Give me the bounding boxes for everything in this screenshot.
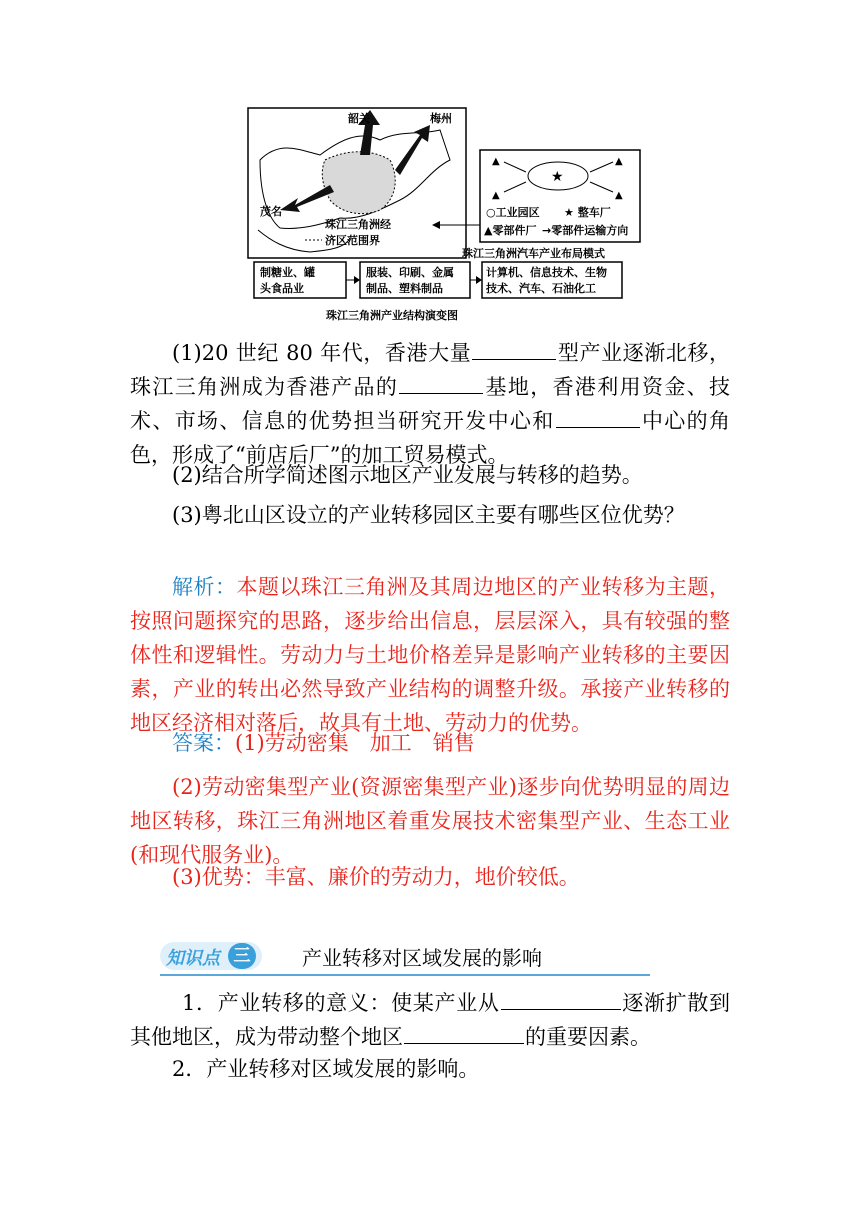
question-3: (3)粤北山区设立的产业转移园区主要有哪些区位优势？ [172, 503, 685, 527]
legend-line1: 珠江三角洲经 [325, 218, 391, 231]
section-badge [160, 942, 262, 970]
blank-3 [556, 405, 640, 428]
figure-caption: 珠江三角洲产业结构演变图 [326, 309, 458, 322]
legend-parts: ▲零部件厂 [484, 224, 537, 237]
section-title: 产业转移对区域发展的影响 [302, 946, 542, 970]
stage-1-line1: 制糖业、罐 [260, 266, 315, 279]
analysis-label: 解析： [172, 575, 237, 599]
stage-2-line2: 制品、塑料制品 [366, 282, 443, 295]
blank-2 [399, 371, 483, 394]
point-1-part1: 1．产业转移的意义：使某产业从 [182, 991, 500, 1015]
answer-1 [130, 726, 730, 760]
legend-plant: ★ 整车厂 [564, 206, 611, 219]
stage-2-line1: 服装、印刷、金属 [366, 266, 454, 279]
answer-1-text: (1)劳动密集 加工 销售 [235, 731, 475, 755]
legend-park: ○工业园区 [486, 206, 540, 219]
blank-5 [404, 1021, 524, 1044]
label-maoming: 茂名 [260, 205, 282, 218]
point-1-part2: 逐渐扩散到其他地区，成为带动整个地区 [130, 991, 730, 1049]
badge-number: 三 [228, 943, 256, 969]
question-1 [130, 336, 730, 472]
answer-3: (3)优势：丰富、廉价的劳动力，地价较低。 [172, 865, 580, 889]
analysis-text: 本题以珠江三角洲及其周边地区的产业转移为主题，按照问题探究的思路，逐步给出信息，层层深入，具有较强的整体性和逻辑性。劳动力与土地价格差异是影响产业转移的主要因素，产业的转出必然导致产业结构的调整升级。承接产业转移的地区经济相对落后，故具有土地、劳动力的优势。 [130, 575, 731, 735]
legend-arrow: →零部件运输方向 [542, 224, 629, 237]
badge-text: 知识点 [166, 948, 220, 969]
blank-1 [472, 337, 556, 360]
stage-1-line2: 头食品业 [260, 282, 304, 295]
parts-icon-tl: ▲ [492, 156, 500, 167]
point-1-part3: 的重要因素。 [525, 1025, 651, 1049]
point-2: 2．产业转移对区域发展的影响。 [172, 1057, 480, 1081]
parts-icon-bl: ▲ [492, 190, 500, 201]
parts-icon-br: ▲ [615, 190, 623, 201]
q1-part1: (1)20 世纪 80 年代，香港大量 [172, 341, 472, 365]
answer-2: (2)劳动密集型产业(资源密集型产业)逐步向优势明显的周边地区转移，珠江三角洲地区着重发展技术密集型产业、生态工业(和现代服务业)。 [130, 775, 730, 867]
stage-3-line1: 计算机、信息技术、生物 [486, 266, 607, 279]
answer-label: 答案： [172, 731, 235, 755]
analysis [130, 570, 730, 740]
figure-svg [230, 100, 660, 328]
label-meizhou: 梅州 [430, 112, 452, 125]
parts-icon-tr: ▲ [615, 156, 623, 167]
question-2: (2)结合所学简述图示地区产业发展与转移的趋势。 [172, 463, 643, 487]
section-header [160, 938, 650, 976]
blank-4 [501, 987, 621, 1010]
auto-caption: 珠江三角洲汽车产业布局模式 [462, 247, 605, 260]
point-1 [130, 986, 730, 1054]
q1-part4: 中心的角色，形成了“前店后厂”的加工贸易模式。 [130, 409, 731, 467]
q1-part2: 型产业逐渐北移，珠江三角洲成为香港产品的 [130, 341, 731, 399]
industry-figure [230, 100, 660, 328]
legend-line2: 济区范围界 [325, 234, 380, 247]
plant-star-icon: ★ [551, 169, 564, 185]
stage-3-line2: 技术、汽车、石油化工 [486, 282, 596, 295]
q1-part3: 基地，香港利用资金、技术、市场、信息的优势担当研究开发中心和 [130, 375, 731, 433]
label-shaoguan: 韶关 [348, 112, 370, 125]
